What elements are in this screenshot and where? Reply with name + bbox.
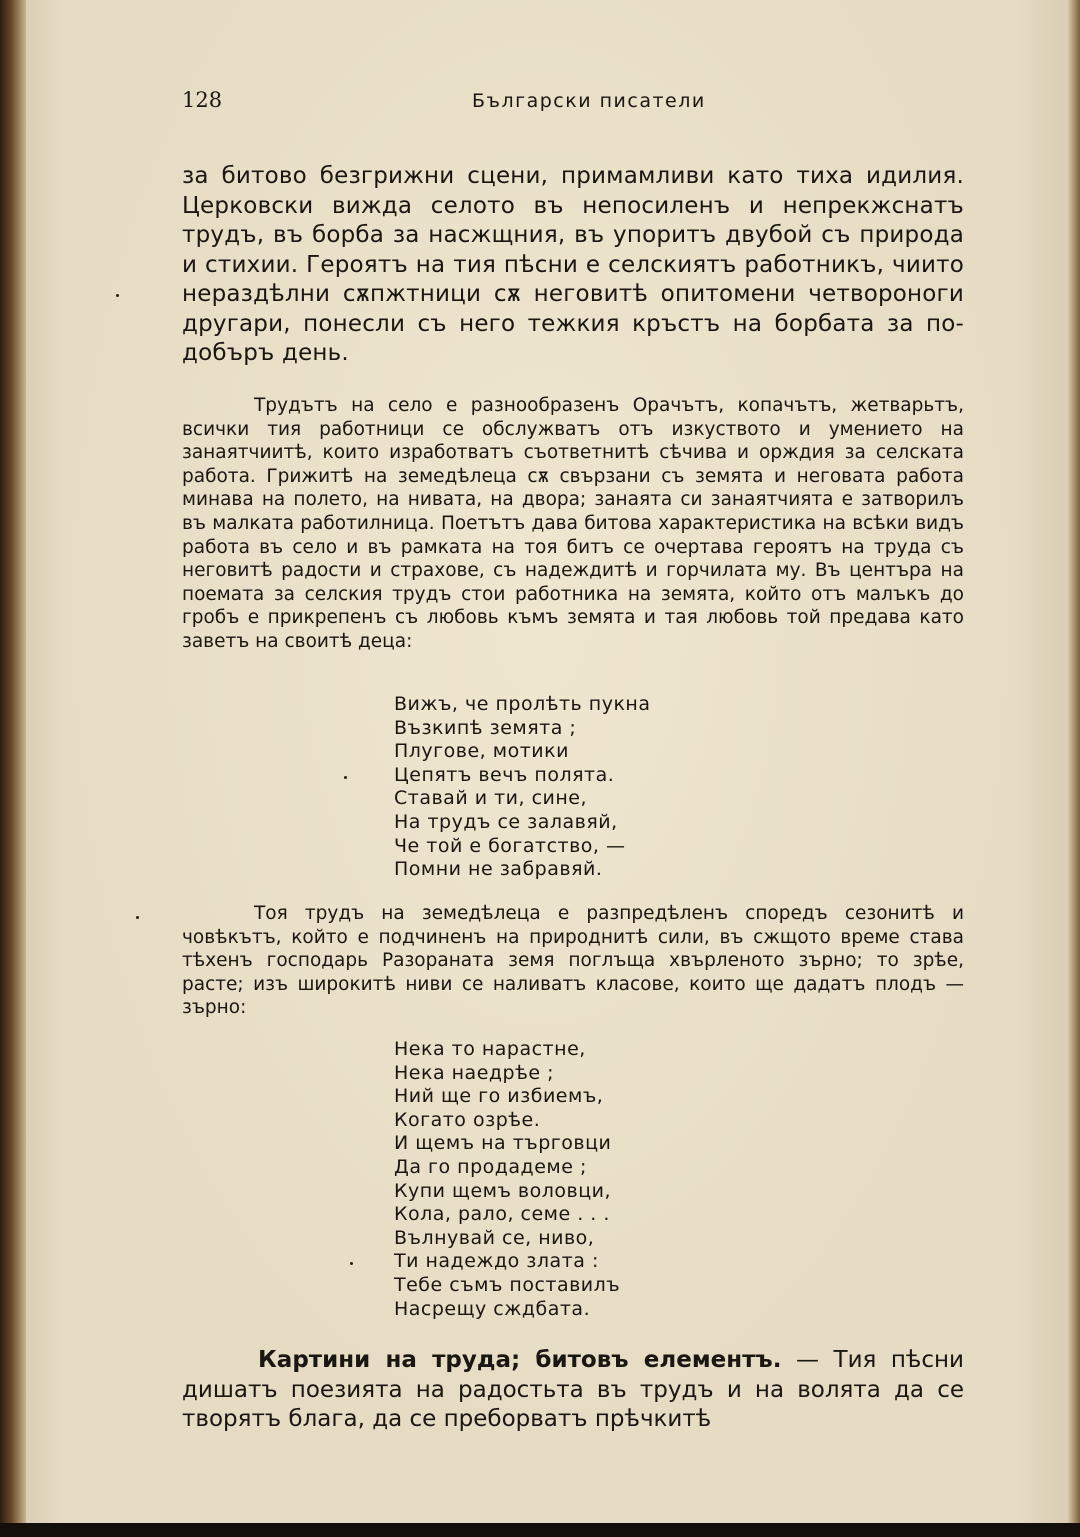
poem-line: Помни не забравяй. (394, 858, 603, 881)
poem-line: Вижъ, че пролѣть пукна (394, 693, 651, 715)
paper-speck (344, 776, 347, 779)
section-heading: Картини на труда; битовъ елементъ. (258, 1347, 782, 1373)
poem-line: Цепятъ вечъ полята. (394, 763, 615, 786)
poem-line: Възкипѣ земята ; (394, 716, 577, 739)
page-bottom-edge (0, 1523, 1080, 1537)
poem-line: Че той е богатство, — (394, 834, 626, 857)
poem-excerpt-2 (394, 1038, 620, 1321)
poem-excerpt-1 (394, 693, 651, 882)
poem-line: И щемъ на търговци (394, 1132, 612, 1155)
page-number: 128 (182, 88, 223, 112)
paper-speck (350, 1262, 353, 1265)
closing-paragraph (182, 1346, 964, 1435)
closing-text: — Тия пѣсни дишатъ поезията на радостьта въ трудъ и на волята да се творятъ блага, да се преборватъ прѣчкитѣ (182, 1347, 965, 1432)
poem-line: Ставай и ти, сине, (394, 787, 588, 810)
poem-line: Плугове, мотики (394, 740, 569, 763)
page-right-edge (1068, 0, 1080, 1537)
paper-speck (136, 916, 139, 919)
body-paragraph-1: Трудътъ на село е разнообразенъ Орачътъ, копачътъ, жетварьтъ, всички тия работници се обслужватъ отъ изкуството и умението на занаятчиитѣ, които изработватъ съответнитѣ сѣчива и орждия за селската работа. Грижитѣ на земедѣлеца сѫ свързани съ земята и неговата работа минава на полето, на нивата, на двора; занаята си занаятчията е затворилъ въ малката работилница. Поетътъ дава битова характеристика на всѣки видъ работа въ село и въ рамката на тоя битъ се очертава героятъ на труда съ неговитѣ радости и страхове, съ надеждитѣ и горчилата му. Въ центъра на поемата за селския трудъ стои работника на земята, който отъ малъкъ до гробъ е прикрепенъ съ любовь къмъ земята и тая любовь той предава като заветъ на своитѣ деца: (182, 395, 964, 652)
poem-line: На трудъ се залавяй, (394, 810, 618, 833)
poem-line: Нека то нарастне, (394, 1038, 586, 1060)
poem-line: Тебе съмъ поставилъ (394, 1273, 621, 1296)
page-header (182, 88, 962, 120)
poem-line: Ти надеждо злата : (394, 1250, 599, 1273)
poem-line: Когато озрѣе. (394, 1108, 541, 1131)
poem-line: Вълнувай се, ниво, (394, 1226, 595, 1249)
poem-line: Ний ще го избиемъ, (394, 1085, 604, 1108)
paper-speck (116, 294, 119, 297)
poem-line: Купи щемъ воловци, (394, 1179, 612, 1202)
body-paragraph-2: Тоя трудъ на земедѣлеца е разпредѣленъ споредъ сезонитѣ и човѣкътъ, който е подчиненъ на природнитѣ сили, въ сжщото време става тѣхенъ господарь Разораната земя поглъща хвърленото зърно; то зрѣе, расте; изъ широкитѣ ниви се наливатъ класове, които ще дадатъ плодъ — зърно: (182, 903, 964, 1019)
poem-line: Нека наедрѣе ; (394, 1061, 554, 1084)
poem-line: Кола, рало, семе . . . (394, 1203, 610, 1226)
poem-line: Насрещу сждбата. (394, 1297, 591, 1320)
poem-line: Да го продадеме ; (394, 1155, 587, 1178)
running-title: Български писатели (472, 90, 706, 112)
intro-paragraph: за битово безгрижни сцени, примамливи като тиха идилия. Церковски вижда селото въ непосиленъ и непрекжснатъ трудъ, въ борба за насжщния, въ упоритъ двубой съ природа и стихии. Героятъ на тия пѣсни е селскиятъ работникъ, чиито нераздѣлни сѫпжтници сѫ неговитѣ опитомени четвороноги другари, понесли съ него тежкия кръстъ на борбата за по-добъръ день. (182, 163, 964, 366)
book-binding-edge (0, 0, 26, 1537)
